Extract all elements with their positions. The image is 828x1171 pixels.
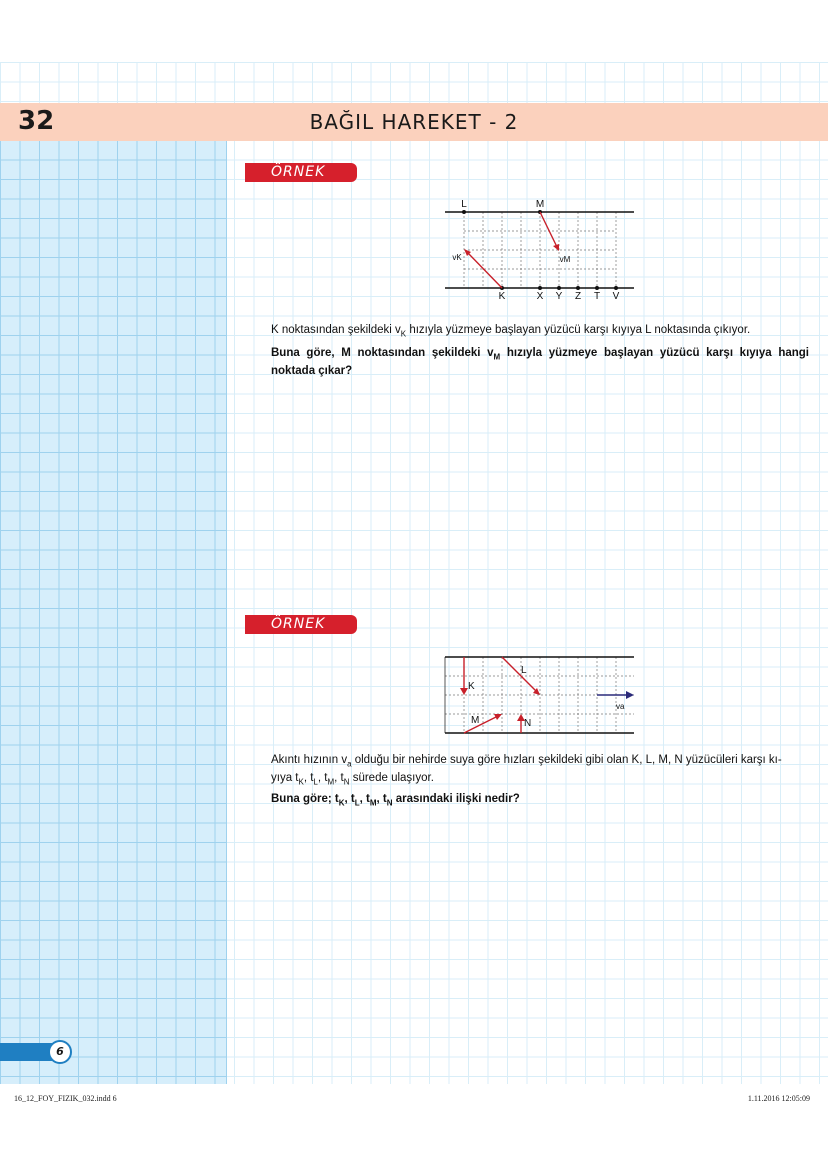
example-label-2: ÖRNEK xyxy=(245,615,357,634)
chapter-title: BAĞIL HAREKET - 2 xyxy=(309,110,519,134)
notes-panel xyxy=(0,140,227,1084)
river-figure-2 xyxy=(440,650,640,738)
point-X: X xyxy=(536,291,544,302)
swimmer-N-label: N xyxy=(524,718,532,729)
current-va-label: va xyxy=(616,702,625,711)
example1-statement: K noktasından şekildeki $v_K$ hızıyla yüzmeye başlayan yüzücü karşı kıyıya L noktasında çıkıyor. xyxy=(271,324,751,339)
point-T: T xyxy=(593,291,601,302)
point-K: K xyxy=(498,291,506,302)
swimmer-K-label: K xyxy=(468,681,475,692)
footer-filename: 16_12_FOY_FIZIK_032.indd 6 xyxy=(14,1094,117,1103)
point-M: M xyxy=(535,199,545,210)
page-number: 32 xyxy=(18,106,55,136)
point-Z: Z xyxy=(574,291,582,302)
example1-question: Buna göre, M noktasından şekildeki $v_M$ hızıyla yüzmeye başlayan yüzücü karşı kıyıya hangi noktada çıkar? xyxy=(271,347,809,378)
example2-statement: Akıntı hızının $v_a$ olduğu bir nehirde suya göre hızları şekildeki gibi olan K, L, M, N yüzücüleri karşı kı- yıya $t_K$, $t_L$, $t_M$, $t_N$ sürede ulaşıyor. xyxy=(271,754,782,787)
example2-question: Buna göre; $t_K$, $t_L$, $t_M$, $t_N$ arasındaki ilişki nedir? xyxy=(271,793,520,808)
swimmer-M-label: M xyxy=(471,715,480,726)
vector-vM-label: vM xyxy=(559,255,571,264)
swimmer-L-label: L xyxy=(521,665,527,676)
point-L: L xyxy=(461,199,467,210)
vector-vK-label: vK xyxy=(452,253,462,262)
tab-page-number: 6 xyxy=(48,1040,72,1064)
point-V: V xyxy=(612,291,620,302)
point-Y: Y xyxy=(555,291,563,302)
footer-timestamp: 1.11.2016 12:05:09 xyxy=(747,1094,810,1103)
river-figure-1 xyxy=(440,196,640,304)
example-label-1: ÖRNEK xyxy=(245,163,357,182)
